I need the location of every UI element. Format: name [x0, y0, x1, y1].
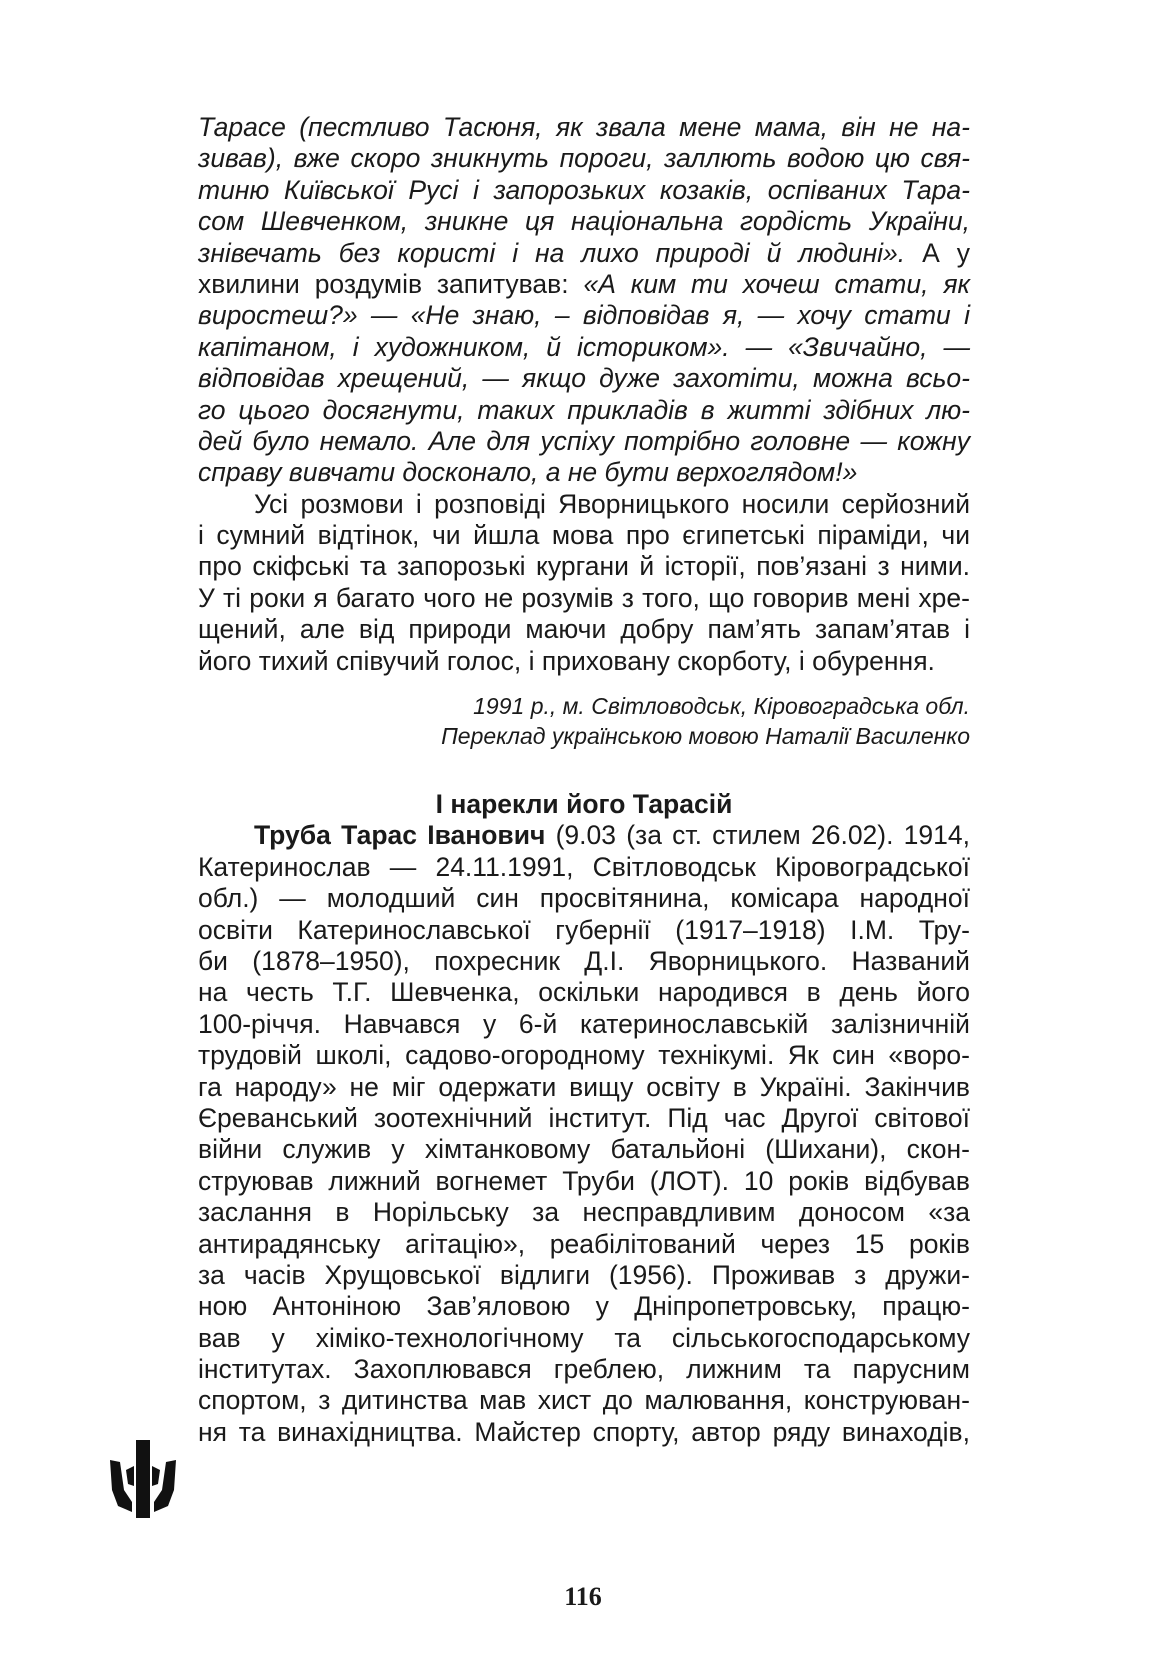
text-line: Тарасе (пестливо Тасюня, як звала мене мама, він не на- [198, 112, 970, 142]
text-line: струював лижний вогнемет Труби (ЛОТ). 10 років відбував [198, 1165, 970, 1196]
text-line: У ті роки я багато чого не розумів з того, що говорив мені хре- [198, 582, 970, 613]
text-line [198, 820, 970, 851]
text-line: би (1878–1950), похресник Д.І. Яворницького. Названий [198, 945, 970, 976]
text-line: обл.) — молодший син просвітянина, комісара народної [198, 883, 970, 914]
text-line: за часів Хрущовської відлиги (1956). Проживав з дружи- [198, 1259, 970, 1290]
text-line: дей було немало. Але для успіху потрібно головне — кожну [198, 425, 970, 456]
text-line: трудовій школі, садово-огородному технікумі. Як син «воро- [198, 1040, 970, 1071]
text-line: і сумний відтінок, чи йшла мова про єгипетські піраміди, чи [198, 520, 970, 551]
text-line: ною Антоніною Зав’яловою у Дніпропетровську, працю- [198, 1291, 970, 1322]
text-line: вав у хіміко-технологічному та сільськогосподарському [198, 1322, 970, 1353]
text-line: справу вивчати досконало, а не бути верхоглядом!» [198, 457, 858, 488]
text-line: освіти Катеринославської губернії (1917–1918) І.М. Тру- [198, 914, 970, 945]
text-line: капітаном, і художником, й істориком». — «Звичайно, — [198, 331, 970, 362]
text-line: відповідав хрещений, — якщо дуже захотіти, можна всьо- [198, 363, 970, 394]
biography-paragraph [198, 820, 970, 1448]
text-line: го цього досягнути, таких прикладів в житті здібних лю- [198, 394, 970, 425]
text-italic-segment: «А ким ти хочеш стати, як [583, 268, 970, 299]
text-column [198, 112, 970, 1448]
text-regular-segment: А у [905, 237, 970, 268]
caption-line: Переклад українською мовою Наталії Василенко [441, 723, 970, 750]
caption-line: 1991 р., м. Світловодськ, Кіровоградська обл. [473, 693, 970, 720]
text-line: його тихий співучий голос, і приховану скорботу, і обурення. [198, 645, 935, 676]
text-italic-segment: знівечать без користі і на лихо природі й людині». [198, 237, 906, 268]
text-regular-segment: хвилини роздумів запитував: [198, 268, 584, 299]
text-line: інститутах. Захоплювався греблею, лижним та парусним [198, 1354, 970, 1385]
section-heading: І нарекли його Тарасій [435, 789, 733, 820]
bio-name: Труба Тарас Іванович [254, 820, 546, 851]
text-line: ня та винахідництва. Майстер спорту, автор ряду винаходів, [198, 1416, 970, 1447]
text-line: сом Шевченком, зникне ця національна гордість України, [198, 206, 970, 237]
text-line: 100-річчя. Навчався у 6-й катеринославській залізничній [198, 1008, 970, 1039]
text-line: антирадянську агітацію», реабілітований через 15 років [198, 1228, 970, 1259]
text-line: війни служив у хімтанковому батальйоні (Шихани), скон- [198, 1134, 970, 1165]
text-line: на честь Т.Г. Шевченка, оскільки народився в день його [198, 977, 970, 1008]
text-line [198, 238, 970, 269]
body-paragraph [198, 489, 970, 677]
folk-trident-ornament-icon [110, 1440, 176, 1518]
text-line: спортом, з дитинства мав хист до малювання, конструюван- [198, 1385, 970, 1416]
quote-paragraph [198, 112, 970, 489]
page-number: 116 [564, 1582, 602, 1611]
text-line: Єреванський зоотехнічний інститут. Під час Другої світової [198, 1102, 970, 1133]
source-caption [198, 691, 970, 751]
text-line: Усі розмови і розповіді Яворницького носили серйозний [254, 488, 970, 519]
text-line: тиню Київської Русі і запорозьких козаків, оспіваних Тара- [198, 174, 970, 205]
text-line: заслання в Норільську за несправдливим доносом «за [198, 1197, 970, 1228]
text-line: зивав), вже скоро зникнуть пороги, заллють водою цю свя- [198, 143, 970, 174]
text-line: щений, але від природи маючи добру пам’ять запам’ятав і [198, 614, 970, 645]
text-regular-segment: (9.03 (за ст. стилем 26.02). 1914, [545, 820, 970, 851]
text-line: га народу» не міг одержати вищу освіту в Україні. Закінчив [198, 1071, 970, 1102]
text-line [198, 269, 970, 300]
text-line: виростеш?» — «Не знаю, – відповідав я, — хочу стати і [198, 300, 970, 331]
text-line: Катеринослав — 24.11.1991, Світловодськ Кіровоградської [198, 851, 970, 882]
text-line: про скіфські та запорозькі кургани й історії, пов’язані з ними. [198, 551, 970, 582]
